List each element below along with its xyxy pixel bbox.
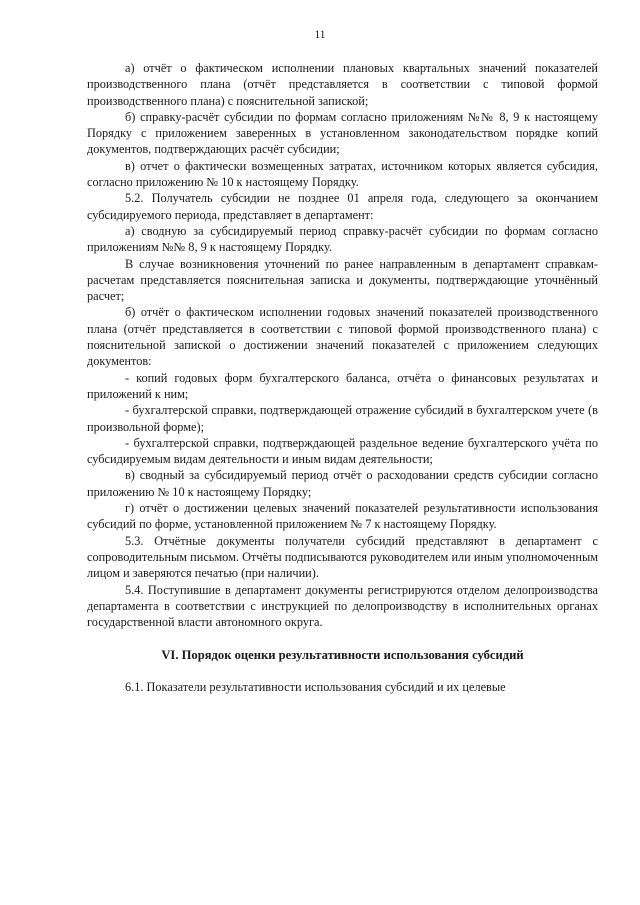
paragraph: 5.2. Получатель субсидии не позднее 01 апреля года, следующего за окончанием субсидируемого периода, представляет в департамент:: [87, 191, 598, 222]
paragraph: В случае возникновения уточнений по ранее направленным в департамент справкам-расчетам представляется пояснительная записка и документы, подтверждающие уточнённый расчет;: [87, 256, 598, 304]
paragraph: а) отчёт о фактическом исполнении плановых квартальных значений показателей производственного плана (отчёт представляется в соответствии с типовой формой производственного плана) с пояснительной запиской;: [87, 61, 598, 108]
paragraph: 5.3. Отчётные документы получатели субсидий представляют в департамент с сопроводительным письмом. Отчёты подписываются руководителем или иным уполномоченным лицом и заверяются печатью (при наличии).: [87, 533, 598, 581]
paragraph: - копий годовых форм бухгалтерского баланса, отчёта о финансовых результатах и приложений к ним;: [87, 370, 598, 401]
paragraph: в) отчет о фактически возмещенных затратах, источником которых является субсидия, согласно приложению № 10 к настоящему Порядку.: [87, 158, 598, 190]
paragraph: а) сводную за субсидируемый период справку-расчёт субсидии по формам согласно приложениям №№ 8, 9 к настоящему Порядку.: [87, 223, 598, 255]
paragraph: г) отчёт о достижении целевых значений показателей результативности использования субсидий по форме, установленной приложением № 7 к настоящему Порядку.: [87, 501, 598, 532]
paragraph: б) справку-расчёт субсидии по формам согласно приложениям №№ 8, 9 к настоящему Порядку с приложением заверенных в установленном законодательством порядке копий документов, подтверждающих расчёт субсидии;: [87, 109, 598, 157]
paragraph: в) сводный за субсидируемый период отчёт о расходовании средств субсидии согласно приложению № 10 к настоящему Порядку;: [87, 468, 598, 499]
paragraph: 6.1. Показатели результативности использования субсидий и их целевые: [125, 680, 506, 695]
paragraph: б) отчёт о фактическом исполнении годовых значений показателей производственного плана (отчёт представляется в соответствии с типовой формой производственного плана) с пояснительной запиской о достижении значений показателей с приложением следующих документов:: [87, 305, 598, 369]
document-body: [87, 60, 598, 696]
page-number: 11: [314, 29, 326, 41]
paragraph: - бухгалтерской справки, подтверждающей отражение субсидий в бухгалтерском учете (в произвольной форме);: [87, 403, 598, 434]
section-heading: VI. Порядок оценки результативности использования субсидий: [161, 648, 524, 663]
paragraph: - бухгалтерской справки, подтверждающей раздельное ведение бухгалтерского учёта по субсидируемым видам деятельности и иным видам деятельности;: [87, 435, 598, 467]
paragraph: 5.4. Поступившие в департамент документы регистрируются отделом делопроизводства департамента в соответствии с инструкцией по делопроизводству в исполнительных органах государственной власти автономного округа.: [87, 582, 598, 630]
